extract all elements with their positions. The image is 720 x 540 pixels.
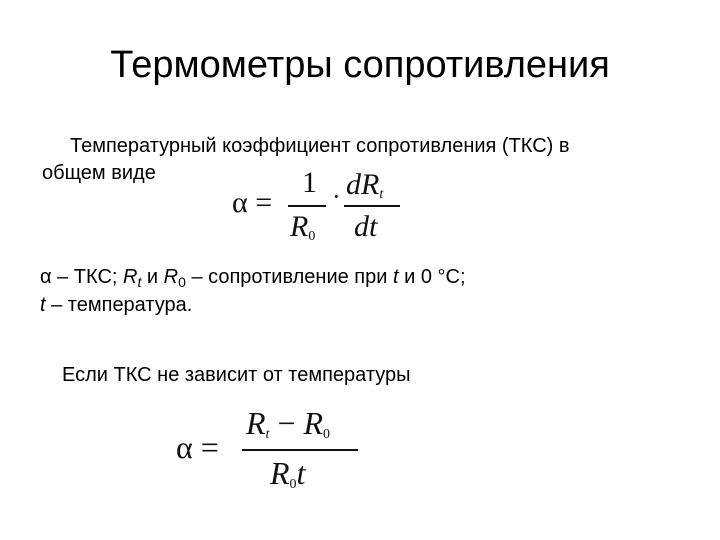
formula1-derivative-denominator: dt [354, 210, 378, 243]
formula2-lhs: α = [176, 429, 219, 465]
formula2-fraction-bar [242, 449, 358, 451]
intro-line-2: общем виде [42, 162, 156, 184]
formula1-numerator: 1 [302, 166, 317, 199]
tcr-linear-formula [176, 405, 366, 497]
formula1-denominator: $R_0$ [290, 210, 316, 244]
formula2-numerator: $R_t - R_0$ [246, 405, 331, 442]
definition-line-2: t – температура. [40, 294, 193, 316]
formula1-derivative-numerator: $dR_t$ [346, 168, 384, 202]
tcr-general-formula [232, 166, 402, 246]
formula2-denominator: $R_0t$ [270, 455, 306, 492]
alpha-symbol: α [40, 266, 52, 288]
formula1-derivative-bar [344, 205, 400, 207]
intro-line-1: Температурный коэффициент сопротивления (ТКС) в [70, 135, 570, 157]
formula1-dot: · [332, 182, 341, 211]
slide-title: Термометры сопротивления [110, 44, 610, 86]
formula1-lhs: α = [232, 186, 273, 219]
formula1-fraction-bar [288, 205, 326, 207]
definition-line-1: α – ТКС; $R_t$ и $R_0$ – сопротивление при t и 0 °С; [40, 266, 466, 290]
condition-text: Если ТКС не зависит от температуры [62, 364, 411, 386]
